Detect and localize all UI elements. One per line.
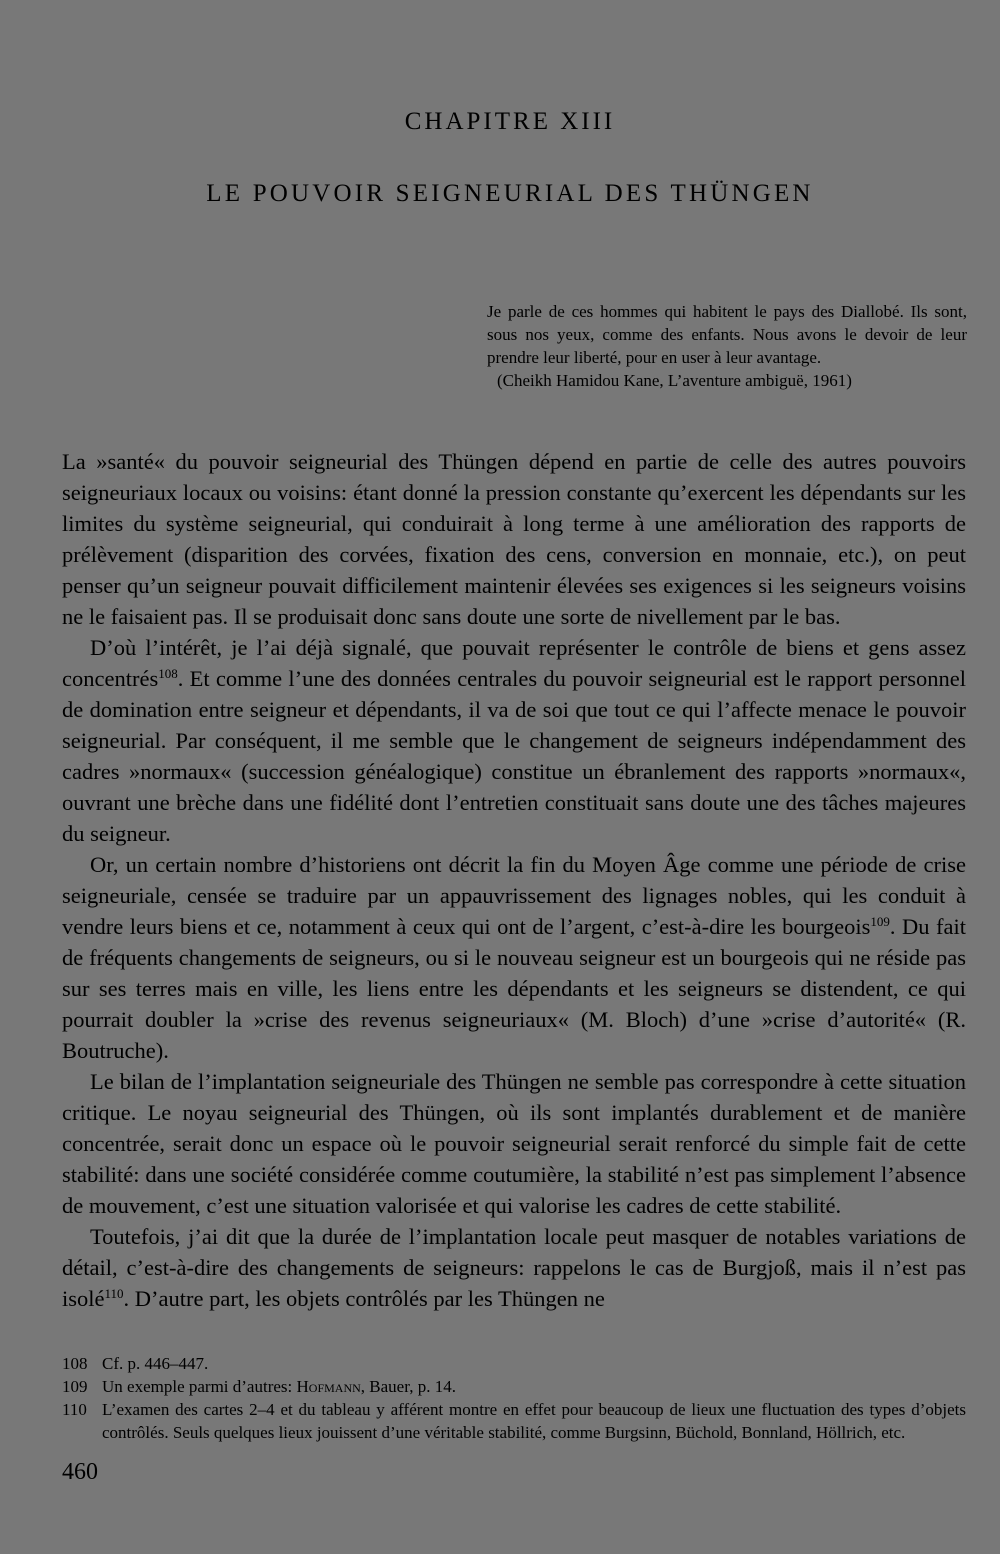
body-text xyxy=(62,446,966,1314)
footnote-number: 110 xyxy=(62,1400,87,1419)
footnote-text-pre: Un exemple parmi d’autres: xyxy=(102,1377,297,1396)
footnote-ref-108[interactable]: 108 xyxy=(158,666,178,681)
epigraph-source: (Cheikh Hamidou Kane, L’aventure ambiguë, 1961) xyxy=(497,371,852,390)
footnote-text-post: , Bauer, p. 14. xyxy=(360,1377,456,1396)
paragraph-1: La »santé« du pouvoir seigneurial des Thüngen dépend en partie de celle des autres pouvoirs seigneuriaux locaux ou voisins: étant donné la pression constante qu’exercent les dépendants sur les limites du système seigneurial, qui conduirait à long terme à une amélioration des rapports de prélèvement (disparition des corvées, fixation des cens, conversion en monnaie, etc.), on peut penser qu’un seigneur pouvait difficilement maintenir élevées ses exigences si les seigneurs voisins ne le faisaient pas. Il se produisait donc sans doute une sorte de nivellement par le bas. xyxy=(62,449,966,629)
footnote-text: Cf. p. 446–447. xyxy=(102,1354,209,1373)
footnote-number: 108 xyxy=(62,1354,88,1373)
paragraph-2-text-b: . Et comme l’une des données centrales du pouvoir seigneurial est le rapport personnel de domination entre seigneur et dépendants, il va de soi que tout ce qui l’affecte menace le pouvoir seigneurial. Par conséquent, il me semble que le changement de seigneurs indépendamment des cadres »normaux« (succession généalogique) constitue un ébranlement des rapports »normaux«, ouvrant une brèche dans une fidélité dont l’entretien constituait sans doute une des tâches majeures du seigneur. xyxy=(62,666,966,846)
footnote-108 xyxy=(62,1352,966,1375)
footnote-ref-109[interactable]: 109 xyxy=(870,914,890,929)
epigraph xyxy=(487,300,967,392)
footnote-author: Hofmann xyxy=(296,1377,361,1396)
footnote-text xyxy=(102,1375,966,1398)
chapter-heading: CHAPITRE XIII xyxy=(404,108,616,135)
paragraph-3 xyxy=(62,849,966,1066)
paragraph-3-text-a: Or, un certain nombre d’historiens ont décrit la fin du Moyen Âge comme une période de crise seigneuriale, censée se traduire par un appauvrissement des lignages nobles, qui les conduit à vendre leurs biens et ce, notamment à ceux qui ont de l’argent, c’est-à-dire les bourgeois xyxy=(62,852,966,939)
paragraph-5-text-b: . D’autre part, les objets contrôlés par les Thüngen ne xyxy=(123,1286,605,1311)
paragraph-2 xyxy=(62,632,966,849)
paragraph-3-text-b: . Du fait de fréquents changements de seigneurs, ou si le nouveau seigneur est un bourgeois qui ne réside pas sur ses terres mais en ville, les liens entre les dépendants et les seigneurs se distendent, ce qui pourrait doubler la »crise des revenus seigneuriaux« (M. Bloch) d’une »crise d’autorité« (R. Boutruche). xyxy=(62,914,966,1063)
footnote-109 xyxy=(62,1375,966,1398)
chapter-title: LE POUVOIR SEIGNEURIAL DES THÜNGEN xyxy=(206,180,814,207)
paragraph-5 xyxy=(62,1221,966,1314)
paragraph-4: Le bilan de l’implantation seigneuriale des Thüngen ne semble pas correspondre à cette situation critique. Le noyau seigneurial des Thüngen, où ils sont implantés durablement et de manière concentrée, serait donc un espace où le pouvoir seigneurial serait renforcé du simple fait de cette stabilité: dans une société considérée comme coutumière, la stabilité n’est pas simplement l’absence de mouvement, c’est une situation valorisée et qui valorise les cadres de cette stabilité. xyxy=(62,1069,966,1218)
footnote-number: 109 xyxy=(62,1377,88,1396)
paragraph-2-text-a: D’où l’intérêt, je l’ai déjà signalé, que pouvait représenter le contrôle de biens et gens assez concentrés xyxy=(62,635,966,691)
epigraph-quote: Je parle de ces hommes qui habitent le pays des Diallobé. Ils sont, sous nos yeux, comme des enfants. Nous avons le devoir de leur prendre leur liberté, pour en user à leur avantage. xyxy=(487,302,967,367)
footnote-text: L’examen des cartes 2–4 et du tableau y afférent montre en effet pour beaucoup de lieux une fluctuation des types d’objets contrôlés. Seuls quelques lieux jouissent d’une véritable stabilité, comme Burgsinn, Büchold, Bonnland, Höllrich, etc. xyxy=(102,1400,966,1442)
footnotes xyxy=(62,1352,966,1444)
page-number: 460 xyxy=(62,1459,98,1485)
footnote-ref-110[interactable]: 110 xyxy=(104,1286,124,1301)
paragraph-5-text-a: Toutefois, j’ai dit que la durée de l’implantation locale peut masquer de notables variations de détail, c’est-à-dire des changements de seigneurs: rappelons le cas de Burgjoß, mais il n’est pas isolé xyxy=(62,1224,966,1311)
footnote-110 xyxy=(62,1398,966,1444)
